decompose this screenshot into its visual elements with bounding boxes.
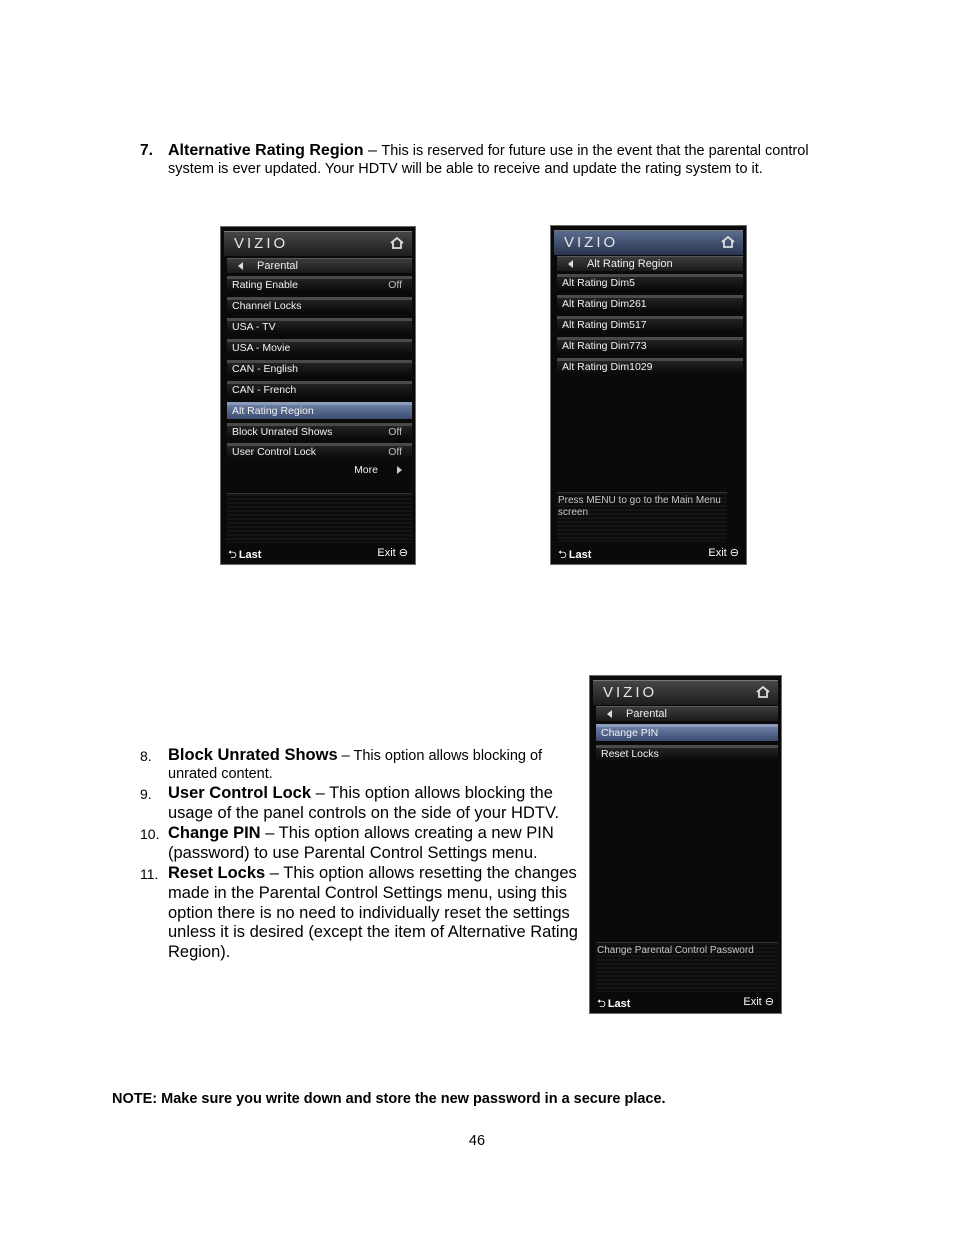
vizio-logo: VIZIO bbox=[603, 684, 658, 701]
exit-button bbox=[708, 546, 739, 559]
item-number: 11. bbox=[140, 866, 159, 883]
last-label: Last bbox=[238, 549, 262, 561]
chevron-right-icon bbox=[397, 466, 402, 474]
menu-item-rating-enable bbox=[227, 276, 412, 293]
tv-header bbox=[593, 680, 778, 705]
item-heading: Alternative Rating Region bbox=[168, 142, 364, 159]
menu-item-label: USA - Movie bbox=[232, 342, 291, 354]
submenu-title: Alt Rating Region bbox=[587, 258, 673, 270]
menu-item-can-english bbox=[227, 360, 412, 377]
list-item bbox=[140, 784, 580, 823]
exit-button bbox=[377, 546, 408, 559]
menu-item-label: Channel Locks bbox=[232, 300, 302, 312]
menu-item-alt-rating-dim517 bbox=[557, 316, 743, 333]
home-icon bbox=[721, 235, 735, 249]
back-icon: ⮌ bbox=[228, 549, 237, 561]
item-number: 8. bbox=[140, 748, 152, 764]
submenu-title: Parental bbox=[257, 260, 298, 272]
menu-item-label: Reset Locks bbox=[601, 748, 659, 760]
item-number: 9. bbox=[140, 786, 152, 802]
item-number: 10. bbox=[140, 826, 160, 843]
menu-item-value: Off bbox=[388, 279, 402, 291]
menu-item-user-control-lock bbox=[227, 443, 412, 460]
menu-item-channel-locks bbox=[227, 297, 412, 314]
item-heading: User Control Lock bbox=[168, 784, 312, 802]
back-icon: ⮌ bbox=[558, 549, 567, 561]
item-7 bbox=[140, 142, 840, 178]
back-arrow-icon bbox=[238, 262, 243, 270]
home-icon bbox=[390, 236, 404, 250]
last-label: Last bbox=[568, 549, 592, 561]
menu-item-label: USA - TV bbox=[232, 321, 276, 333]
tv-header bbox=[554, 230, 743, 255]
menu-item-alt-rating-region bbox=[227, 402, 412, 419]
parental-options-list bbox=[140, 746, 580, 963]
change-pin-screenshot bbox=[589, 675, 782, 1014]
help-text: Press MENU to go to the Main Menu screen bbox=[557, 492, 727, 542]
page-number: 46 bbox=[468, 1133, 486, 1149]
tv-submenu-bar bbox=[557, 256, 743, 271]
last-button bbox=[228, 546, 261, 565]
menu-item-label: Change PIN bbox=[601, 727, 659, 739]
item-dash: – bbox=[363, 142, 382, 159]
item-text: – This option allows blocking of unrated content. bbox=[168, 748, 543, 782]
back-arrow-icon bbox=[607, 710, 612, 718]
more-label: More bbox=[354, 464, 378, 476]
menu-item-alt-rating-dim773 bbox=[557, 337, 743, 354]
last-button bbox=[597, 995, 630, 1014]
list-item bbox=[140, 746, 580, 783]
tv-header bbox=[224, 231, 412, 256]
note-text: NOTE: Make sure you write down and store the new password in a secure place. bbox=[112, 1091, 666, 1107]
exit-label: Exit bbox=[377, 547, 396, 559]
menu-item-can-french bbox=[227, 381, 412, 398]
menu-item-label: Alt Rating Dim261 bbox=[562, 298, 647, 310]
exit-icon: ⊖ bbox=[729, 547, 739, 559]
last-label: Last bbox=[607, 998, 631, 1010]
menu-item-usa-tv bbox=[227, 318, 412, 335]
tv-footer bbox=[554, 543, 743, 563]
item-text: – This option allows creating a new PIN (password) to use Parental Control Settings menu. bbox=[168, 824, 554, 862]
submenu-title: Parental bbox=[626, 708, 667, 720]
item-heading: Reset Locks bbox=[168, 864, 266, 883]
vizio-logo: VIZIO bbox=[564, 234, 619, 251]
menu-item-value: Off bbox=[388, 426, 402, 438]
more-item bbox=[227, 463, 412, 479]
menu-item-label: CAN - English bbox=[232, 363, 298, 375]
menu-item-label: Alt Rating Dim517 bbox=[562, 319, 647, 331]
tv-footer bbox=[593, 992, 778, 1012]
menu-item-usa-movie bbox=[227, 339, 412, 356]
home-icon bbox=[756, 685, 770, 699]
menu-item-alt-rating-dim261 bbox=[557, 295, 743, 312]
tv-submenu-bar bbox=[227, 258, 412, 273]
help-text: Change Parental Control Password bbox=[596, 942, 778, 992]
menu-item-label: User Control Lock bbox=[232, 446, 317, 458]
back-arrow-icon bbox=[568, 260, 573, 268]
item-text: – This option allows blocking the usage of the panel controls on the side of your HDTV. bbox=[168, 784, 560, 822]
menu-item-label: Alt Rating Dim5 bbox=[562, 277, 635, 289]
menu-item-label: Block Unrated Shows bbox=[232, 426, 333, 438]
item-heading: Change PIN bbox=[168, 824, 261, 843]
exit-icon: ⊖ bbox=[398, 547, 408, 559]
item-number: 7. bbox=[140, 142, 153, 159]
tv-footer bbox=[224, 543, 412, 563]
list-item bbox=[140, 824, 580, 863]
back-icon: ⮌ bbox=[597, 998, 606, 1010]
last-button bbox=[558, 546, 591, 565]
exit-icon: ⊖ bbox=[764, 996, 774, 1008]
tv-submenu-bar bbox=[596, 706, 778, 721]
exit-button bbox=[743, 995, 774, 1008]
menu-item-value: Off bbox=[388, 446, 402, 458]
menu-item-reset-locks bbox=[596, 745, 778, 762]
item-text: This is reserved for future use in the event that the parental control system is ever updated. Your HDTV will be able to receive and update the rating system to it. bbox=[168, 143, 809, 177]
menu-item-block-unrated-shows bbox=[227, 423, 412, 440]
menu-item-label: Alt Rating Region bbox=[232, 405, 314, 417]
menu-item-alt-rating-dim5 bbox=[557, 274, 743, 291]
exit-label: Exit bbox=[743, 996, 762, 1008]
menu-item-change-pin bbox=[596, 724, 778, 741]
menu-item-label: CAN - French bbox=[232, 384, 297, 396]
parental-menu-screenshot bbox=[220, 226, 416, 565]
list-item bbox=[140, 864, 580, 962]
menu-item-label: Alt Rating Dim773 bbox=[562, 340, 647, 352]
exit-label: Exit bbox=[708, 547, 727, 559]
alt-rating-region-screenshot bbox=[550, 225, 747, 565]
vizio-logo: VIZIO bbox=[234, 235, 289, 252]
menu-item-label: Rating Enable bbox=[232, 279, 298, 291]
menu-item-alt-rating-dim1029 bbox=[557, 358, 743, 375]
item-text: – This option allows resetting the changes made in the Parental Control Settings menu, using this option there is no need to individually reset the settings unless it is desired (except the item of Alternative Rating Region). bbox=[168, 864, 578, 961]
menu-item-label: Alt Rating Dim1029 bbox=[562, 361, 653, 373]
help-area bbox=[227, 493, 412, 543]
item-heading: Block Unrated Shows bbox=[168, 746, 338, 764]
